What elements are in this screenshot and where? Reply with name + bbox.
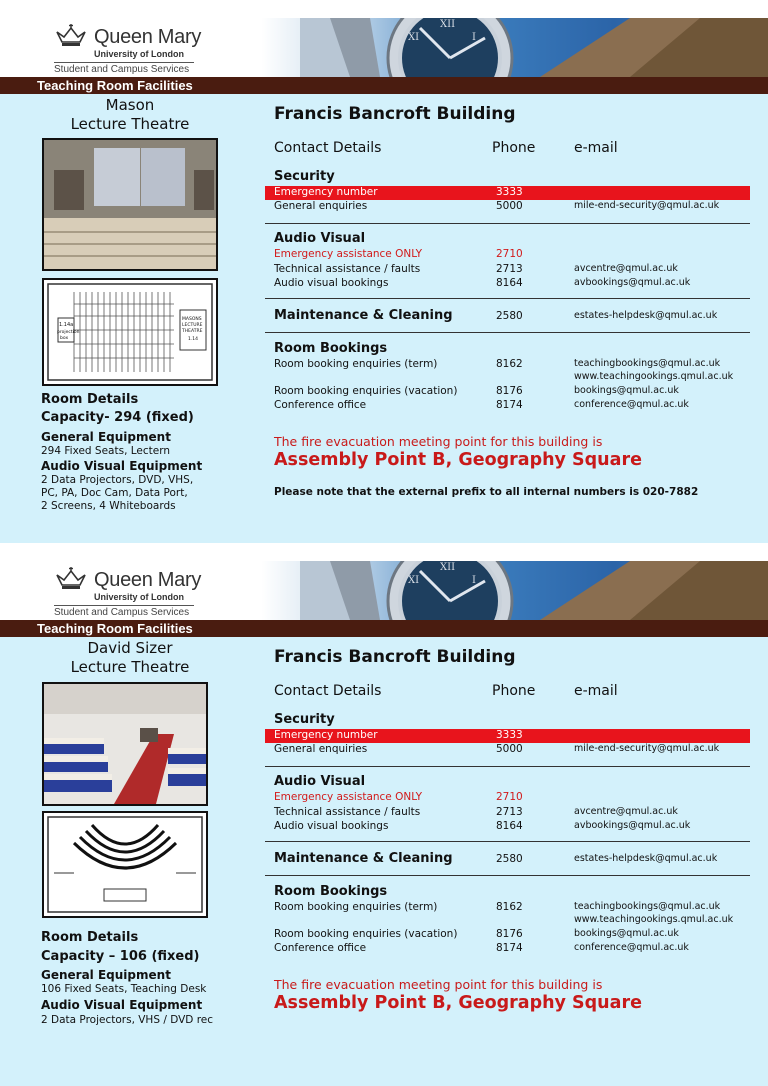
assembly-point: Assembly Point B, Geography Square	[274, 993, 642, 1013]
av-equipment-line: PC, PA, Doc Cam, Data Port,	[41, 487, 188, 499]
security-general-row	[274, 743, 764, 757]
row-website: www.teachingookings.qmul.ac.uk	[574, 914, 734, 925]
svg-text:XII: XII	[440, 562, 456, 573]
row-phone: 8174	[496, 399, 523, 411]
av-equipment-line: 2 Screens, 4 Whiteboards	[41, 500, 176, 512]
row-email: teachingbookings@qmul.ac.uk	[574, 358, 721, 369]
room-card-david-sizer	[0, 561, 768, 1086]
crest-icon	[54, 567, 88, 593]
room-photo	[42, 138, 218, 271]
svg-text:I: I	[472, 32, 476, 43]
col-contact-header: Contact Details	[274, 140, 382, 156]
conference-row	[274, 399, 764, 413]
av-tech-row	[274, 263, 764, 277]
row-phone: 2580	[496, 853, 523, 865]
section-divider	[265, 875, 750, 876]
logo-university: University of London	[94, 592, 184, 602]
row-email: estates-helpdesk@qmul.ac.uk	[574, 310, 718, 321]
section-strip-title: Teaching Room Facilities	[37, 78, 193, 93]
university-logo	[54, 565, 254, 619]
room-title-line2: Lecture Theatre	[70, 658, 190, 676]
col-email-header: e-mail	[574, 140, 618, 156]
row-phone: 2580	[496, 310, 523, 322]
row-phone: 2710	[496, 248, 523, 260]
contact-panel	[265, 637, 768, 1086]
security-title: Security	[274, 712, 335, 727]
row-label: General enquiries	[274, 200, 368, 212]
row-label: Room booking enquiries (term)	[274, 358, 438, 370]
room-title-line1: Mason	[105, 96, 155, 114]
section-strip	[0, 77, 768, 94]
row-label: Technical assistance / faults	[274, 263, 421, 275]
av-equipment-line: 2 Data Projectors, VHS / DVD rec	[41, 1014, 214, 1026]
emergency-number-row	[265, 729, 750, 743]
col-phone-header: Phone	[492, 140, 536, 156]
row-email: bookings@qmul.ac.uk	[574, 928, 679, 939]
row-label: Room booking enquiries (vacation)	[274, 385, 458, 397]
row-label: Emergency assistance ONLY	[274, 791, 423, 803]
university-logo	[54, 22, 254, 76]
row-website: www.teachingookings.qmul.ac.uk	[574, 371, 734, 382]
booking-web-row	[274, 371, 764, 385]
row-phone: 2710	[496, 791, 523, 803]
maintenance-title: Maintenance & Cleaning	[274, 308, 453, 323]
maintenance-title: Maintenance & Cleaning	[274, 851, 453, 866]
booking-term-row	[274, 901, 764, 915]
row-label: Conference office	[274, 399, 367, 411]
row-phone: 8164	[496, 277, 523, 289]
row-phone: 3333	[496, 729, 523, 741]
room-capacity: Capacity – 106 (fixed)	[41, 949, 200, 964]
security-general-row	[274, 200, 764, 214]
row-phone: 5000	[496, 743, 523, 755]
row-email: mile-end-security@qmul.ac.uk	[574, 743, 720, 754]
row-phone: 8176	[496, 928, 523, 940]
room-title-line2: Lecture Theatre	[70, 115, 190, 133]
col-contact-header: Contact Details	[274, 683, 382, 699]
plan-label: MASONS	[182, 317, 202, 322]
contact-panel	[265, 94, 768, 543]
building-name: Francis Bancroft Building	[274, 104, 516, 124]
room-details-title: Room Details	[41, 930, 139, 945]
clock-tower-image	[300, 18, 768, 77]
row-email: mile-end-security@qmul.ac.uk	[574, 200, 720, 211]
conference-row	[274, 942, 764, 956]
assembly-point: Assembly Point B, Geography Square	[274, 450, 642, 470]
row-email: conference@qmul.ac.uk	[574, 942, 689, 953]
room-title	[40, 639, 220, 677]
room-bookings-title: Room Bookings	[274, 341, 388, 356]
av-title: Audio Visual	[274, 231, 366, 246]
room-details-title: Room Details	[41, 392, 139, 407]
room-sidebar	[0, 637, 250, 1086]
row-phone: 3333	[496, 186, 523, 198]
room-floor-plan	[42, 278, 218, 386]
row-phone: 2713	[496, 263, 523, 275]
room-sidebar	[0, 94, 250, 543]
col-email-header: e-mail	[574, 683, 618, 699]
room-bookings-title: Room Bookings	[274, 884, 388, 899]
av-bookings-row	[274, 820, 764, 834]
fire-evacuation-note: The fire evacuation meeting point for this building is	[274, 434, 603, 449]
logo-title: Queen Mary	[94, 569, 202, 591]
booking-vacation-row	[274, 928, 764, 942]
logo-divider	[54, 62, 194, 63]
logo-department: Student and Campus Services	[54, 64, 190, 75]
booking-web-row	[274, 914, 764, 928]
row-phone: 8164	[496, 820, 523, 832]
room-card-mason	[0, 18, 768, 543]
col-phone-header: Phone	[492, 683, 536, 699]
general-equipment-title: General Equipment	[41, 968, 171, 982]
row-email: teachingbookings@qmul.ac.uk	[574, 901, 721, 912]
logo-divider	[54, 605, 194, 606]
plan-label: 1.14a	[59, 322, 74, 328]
room-title	[40, 96, 220, 134]
section-divider	[265, 841, 750, 842]
av-equipment-line: 2 Data Projectors, DVD, VHS,	[41, 474, 194, 486]
plan-label: LECTURE	[182, 323, 203, 328]
row-phone: 8176	[496, 385, 523, 397]
av-emergency-row	[274, 791, 764, 805]
row-label: Room booking enquiries (term)	[274, 901, 438, 913]
logo-department: Student and Campus Services	[54, 607, 190, 618]
row-label: Emergency number	[274, 186, 378, 198]
plan-label: THEATRE	[182, 329, 203, 334]
row-email: avbookings@qmul.ac.uk	[574, 820, 691, 831]
row-phone: 8162	[496, 901, 523, 913]
booking-term-row	[274, 358, 764, 372]
av-title: Audio Visual	[274, 774, 366, 789]
svg-text:XII: XII	[440, 19, 456, 30]
av-tech-row	[274, 806, 764, 820]
row-phone: 2713	[496, 806, 523, 818]
av-equipment-title: Audio Visual Equipment	[41, 459, 203, 473]
clock-tower-image	[300, 561, 768, 620]
room-floor-plan	[42, 811, 208, 918]
logo-title: Queen Mary	[94, 26, 202, 48]
row-email: avbookings@qmul.ac.uk	[574, 277, 691, 288]
av-equipment-title: Audio Visual Equipment	[41, 998, 203, 1012]
booking-vacation-row	[274, 385, 764, 399]
general-equipment-title: General Equipment	[41, 430, 171, 444]
plan-label: box	[60, 336, 69, 341]
av-bookings-row	[274, 277, 764, 291]
row-label: Emergency number	[274, 729, 378, 741]
row-phone: 5000	[496, 200, 523, 212]
maintenance-row	[274, 853, 764, 867]
svg-text:XI: XI	[408, 575, 420, 586]
row-email: avcentre@qmul.ac.uk	[574, 263, 678, 274]
security-title: Security	[274, 169, 335, 184]
emergency-number-row	[265, 186, 750, 200]
svg-text:I: I	[472, 575, 476, 586]
general-equipment-text: 106 Fixed Seats, Teaching Desk	[41, 983, 207, 995]
crest-icon	[54, 24, 88, 50]
prefix-note: Please note that the external prefix to all internal numbers is 020-7882	[274, 486, 699, 498]
row-label: Conference office	[274, 942, 367, 954]
building-name: Francis Bancroft Building	[274, 647, 516, 667]
section-strip	[0, 620, 768, 637]
plan-label: projection	[57, 330, 80, 335]
room-photo	[42, 682, 208, 806]
row-label: Room booking enquiries (vacation)	[274, 928, 458, 940]
av-emergency-row	[274, 248, 764, 262]
logo-university: University of London	[94, 49, 184, 59]
header-banner	[0, 561, 768, 620]
svg-text:XI: XI	[408, 32, 420, 43]
row-label: General enquiries	[274, 743, 368, 755]
row-email: bookings@qmul.ac.uk	[574, 385, 679, 396]
row-label: Emergency assistance ONLY	[274, 248, 423, 260]
row-email: conference@qmul.ac.uk	[574, 399, 689, 410]
section-divider	[265, 223, 750, 224]
row-phone: 8162	[496, 358, 523, 370]
section-divider	[265, 766, 750, 767]
row-label: Audio visual bookings	[274, 277, 389, 289]
maintenance-row	[274, 310, 764, 324]
row-email: avcentre@qmul.ac.uk	[574, 806, 678, 817]
plan-label: 1.14	[188, 337, 199, 342]
row-phone: 8174	[496, 942, 523, 954]
fire-evacuation-note: The fire evacuation meeting point for this building is	[274, 977, 603, 992]
general-equipment-text: 294 Fixed Seats, Lectern	[41, 445, 171, 457]
section-divider	[265, 298, 750, 299]
row-label: Audio visual bookings	[274, 820, 389, 832]
header-banner	[0, 18, 768, 77]
room-capacity: Capacity- 294 (fixed)	[41, 410, 194, 425]
section-divider	[265, 332, 750, 333]
row-email: estates-helpdesk@qmul.ac.uk	[574, 853, 718, 864]
row-label: Technical assistance / faults	[274, 806, 421, 818]
room-title-line1: David Sizer	[87, 639, 173, 657]
section-strip-title: Teaching Room Facilities	[37, 621, 193, 636]
